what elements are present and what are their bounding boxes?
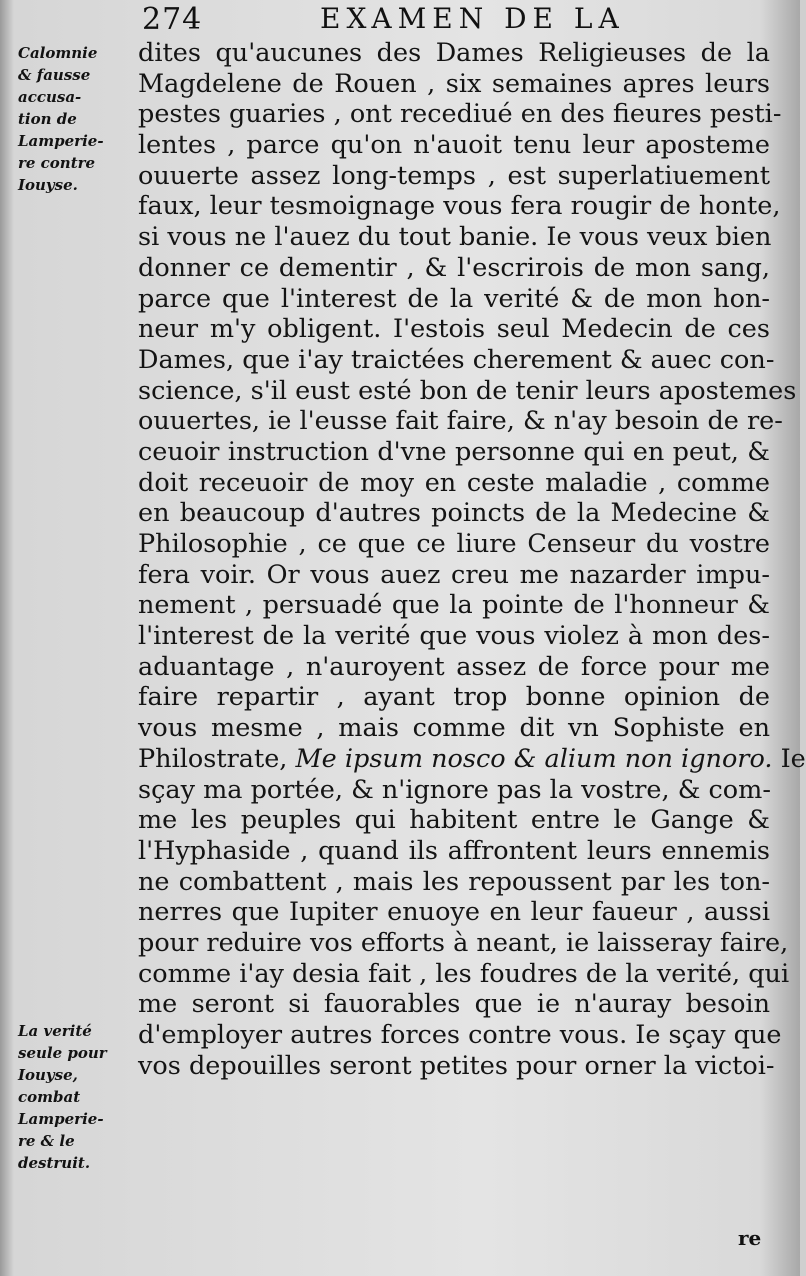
text-line: l'interest de la verité que vous violez à mon des- [138,621,770,652]
text-line: parce que l'interest de la verité & de mon hon- [138,283,770,314]
text-line: Magdelene de Rouen , six semaines apres leurs [138,68,770,99]
text-line: ouuertes, ie l'eusse fait faire, & n'ay besoin de re- [138,406,783,437]
text-line: fera voir. Or vous auez creu me nazarder impu- [138,559,770,590]
text-line: d'employer autres forces contre vous. Ie sçay que [138,1020,782,1050]
text-line: l'Hyphaside , quand ils affrontent leurs ennemis [138,835,770,866]
text-line: Philosophie , ce que ce liure Censeur du vostre [138,529,770,559]
text-line: ceuoir instruction d'vne personne qui en peut, & [138,436,770,467]
text-line: science, s'il eust esté bon de tenir leurs apostemes [138,375,797,406]
margin-note-line: Lamperie- [18,132,104,150]
margin-note-line: accusa- [18,88,82,106]
text-line: nerres que Iupiter enuoye en leur faueur , aussi [138,897,770,928]
text-segment: Ie [772,743,806,774]
text-line: neur m'y obligent. I'estois seul Medecin de ces [138,314,770,345]
page-header [0,2,800,36]
text-line: si vous ne l'auez du tout banie. Ie vous veux bien [138,222,772,253]
margin-note-line: combat [18,1088,81,1106]
catchword: re [738,1226,762,1250]
latin-quote: Me ipsum nosco & alium non ignoro. [295,743,773,774]
text-line: ne combattent , mais les repoussent par les ton- [138,866,770,897]
margin-note-line: Iouyse, [18,1066,78,1084]
text-line: faux, leur tesmoignage vous fera rougir de honte, [138,191,781,222]
text-line: sçay ma portée, & n'ignore pas la vostre, & com- [138,774,771,805]
margin-note-line: tion de [18,110,77,128]
margin-note-line: & fausse [18,66,91,84]
margin-note-line: re contre [18,154,96,172]
margin-note-calomnie [18,42,130,196]
text-line: lentes , parce qu'on n'auoit tenu leur aposteme [138,130,770,161]
body-text [138,38,806,1081]
text-line: nement , persuadé que la pointe de l'honneur & [138,590,770,621]
margin-note-line: re & le [18,1132,75,1150]
text-line: ouuerte assez long-temps , est superlatiuement [138,160,770,191]
text-line: donner ce dementir , & l'escrirois de mon sang, [138,252,770,283]
text-line: faire repartir , ayant trop bonne opinion de [138,682,770,713]
text-line: vous mesme , mais comme dit vn Sophiste en [138,713,770,744]
text-line: me seront si fauorables que ie n'auray besoin [138,989,770,1020]
running-head: EXAMEN DE LA [320,2,625,35]
text-line: me les peuples qui habitent entre le Gange & [138,805,770,836]
text-segment: Philostrate, [138,743,296,774]
text-line: en beaucoup d'autres poincts de la Medecine & [138,498,770,529]
text-line: pour reduire vos efforts à neant, ie laisseray faire, [138,927,789,958]
text-line: pestes guaries , ont recediué en des fieures pesti- [138,99,782,130]
margin-note-line: Lamperie- [18,1110,104,1128]
text-line: vos depouilles seront petites pour orner la victoi- [138,1050,775,1081]
text-line: Dames, que i'ay traictées cherement & auec con- [138,344,775,375]
text-line: aduantage , n'auroyent assez de force pour me [138,651,770,682]
text-line-latin [138,743,806,775]
margin-note-line: destruit. [18,1154,91,1172]
margin-note-line: La verité [18,1022,92,1040]
margin-note-line: Iouyse. [18,176,78,194]
margin-note-verite [18,1020,130,1174]
margin-note-line: Calomnie [18,44,98,62]
page-number: 274 [142,2,203,37]
text-line: doit receuoir de moy en ceste maladie , comme [138,467,770,498]
text-line: comme i'ay desia fait , les foudres de la verité, qui [138,958,790,989]
text-line: dites qu'aucunes des Dames Religieuses de la [138,38,770,68]
margin-note-line: seule pour [18,1044,107,1062]
